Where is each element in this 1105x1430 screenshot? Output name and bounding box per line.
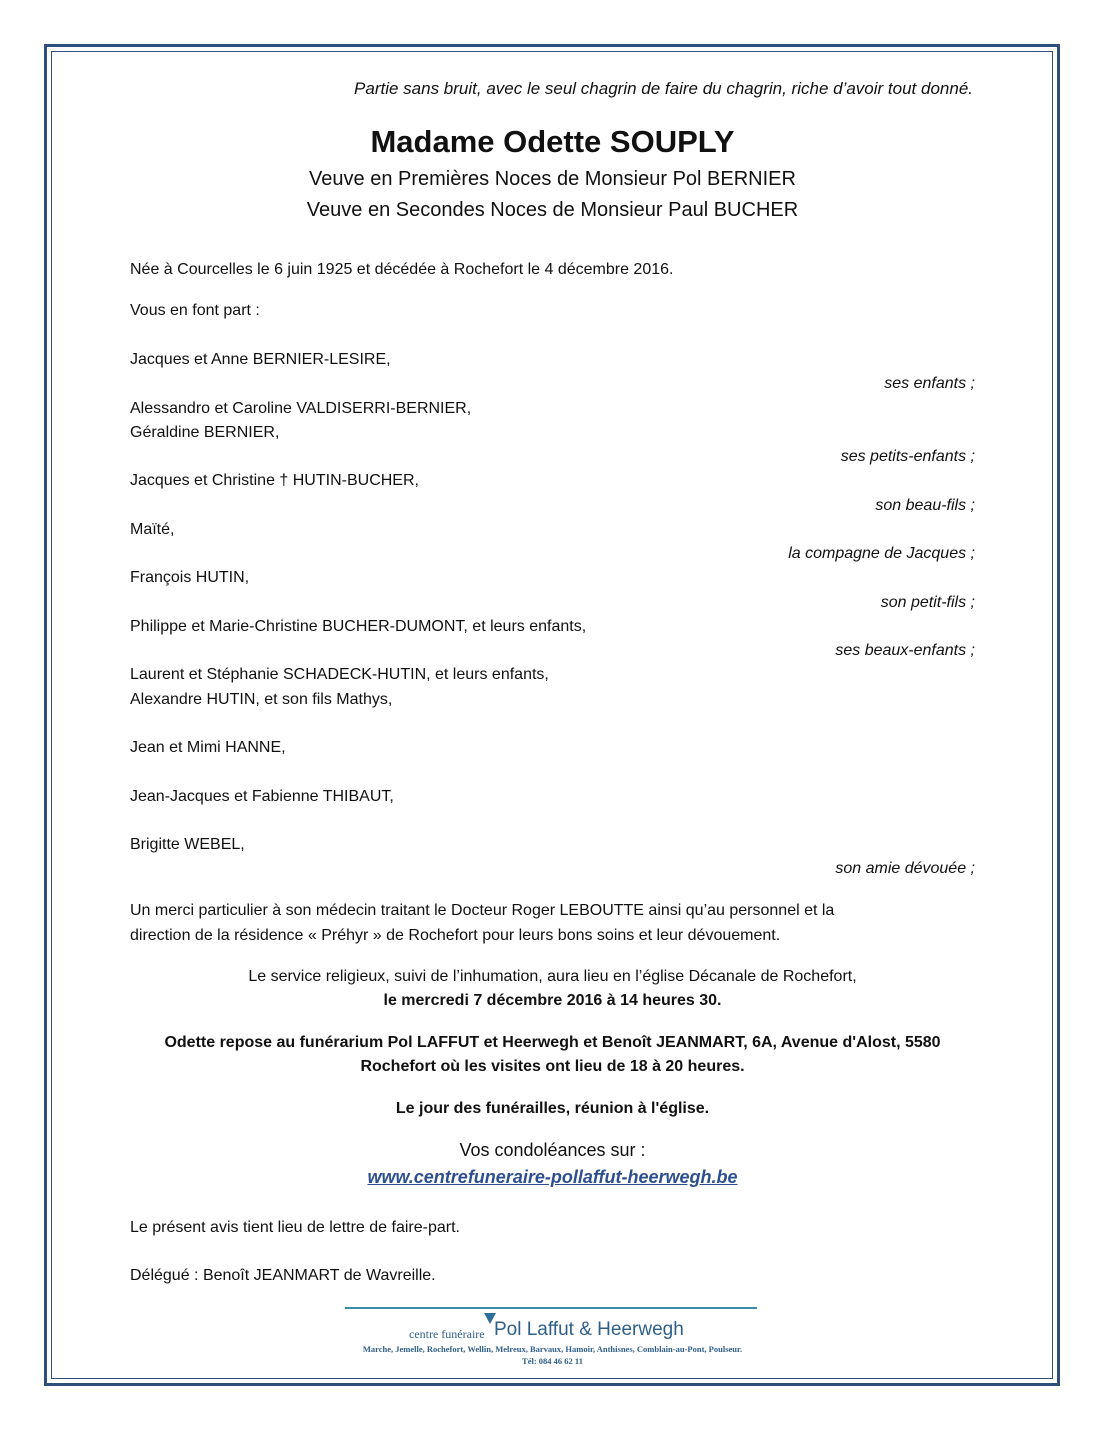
- family-line: Jean-Jacques et Fabienne THIBAUT,: [130, 788, 394, 805]
- logo-subtitle: centre funéraire: [409, 1327, 485, 1341]
- notice-line: Le présent avis tient lieu de lettre de faire-part.: [130, 1219, 460, 1236]
- family-line: Jacques et Anne BERNIER-LESIRE,: [130, 351, 391, 368]
- family-line: Laurent et Stéphanie SCHADECK-HUTIN, et leurs enfants,: [130, 666, 549, 683]
- funeral-day-line: Le jour des funérailles, réunion à l'église.: [395, 1100, 710, 1117]
- service-line: Le service religieux, suivi de l’inhumation, aura lieu en l’église Décanale de Rochefort,: [248, 968, 857, 985]
- funerarium-line: Rochefort où les visites ont lieu de 18 à 20 heures.: [360, 1058, 745, 1075]
- thanks-line: direction de la résidence « Préhyr » de Rochefort pour leurs bons soins et leur dévouement.: [130, 927, 781, 944]
- logo-telephone: Tél: 084 46 62 11: [522, 1356, 583, 1366]
- family-line: Maïté,: [130, 521, 175, 538]
- family-role: ses petits-enfants ;: [840, 448, 975, 465]
- logo-rule: [345, 1307, 757, 1309]
- epigraph: Partie sans bruit, avec le seul chagrin de faire du chagrin, riche d’avoir tout donné.: [354, 79, 973, 98]
- logo-towns: Marche, Jemelle, Rochefort, Wellin, Melreux, Barvaux, Hamoir, Anthisnes, Comblain-au-Pont, Poulseur.: [362, 1344, 743, 1354]
- widow-second-marriage: Veuve en Secondes Noces de Monsieur Paul BUCHER: [306, 199, 799, 221]
- family-line: Alessandro et Caroline VALDISERRI-BERNIER,: [130, 400, 472, 417]
- family-role: la compagne de Jacques ;: [788, 545, 975, 562]
- family-line: Géraldine BERNIER,: [130, 424, 280, 441]
- condolences-website-link[interactable]: www.centrefuneraire-pollaffut-heerwegh.be: [367, 1167, 738, 1187]
- family-line: Alexandre HUTIN, et son fils Mathys,: [130, 691, 393, 708]
- service-date: le mercredi 7 décembre 2016 à 14 heures 30.: [383, 992, 722, 1009]
- family-line: Brigitte WEBEL,: [130, 836, 245, 853]
- family-role: ses beaux-enfants ;: [835, 642, 975, 659]
- family-role: son beau-fils ;: [875, 497, 975, 514]
- delegate-line: Délégué : Benoît JEANMART de Wavreille.: [130, 1267, 436, 1284]
- family-role: son petit-fils ;: [880, 594, 975, 611]
- family-line: Jacques et Christine † HUTIN-BUCHER,: [130, 472, 419, 489]
- funerarium-line: Odette repose au funérarium Pol LAFFUT et Heerwegh et Benoît JEANMART, 6A, Avenue d'Alost, 5580: [164, 1034, 941, 1051]
- family-line: Philippe et Marie-Christine BUCHER-DUMONT, et leurs enfants,: [130, 618, 587, 635]
- thanks-line: Un merci particulier à son médecin traitant le Docteur Roger LEBOUTTE ainsi qu’au personnel et la: [130, 902, 835, 919]
- condolences-label: Vos condoléances sur :: [459, 1140, 646, 1160]
- logo-wordmark: Pol Laffut & Heerwegh: [494, 1319, 684, 1340]
- family-role: son amie dévouée ;: [835, 860, 975, 877]
- family-line: Jean et Mimi HANNE,: [130, 739, 286, 756]
- family-role: ses enfants ;: [884, 375, 975, 392]
- announce-intro: Vous en font part :: [130, 302, 260, 319]
- birth-death-line: Née à Courcelles le 6 juin 1925 et décédée à Rochefort le 4 décembre 2016.: [130, 261, 674, 278]
- family-line: François HUTIN,: [130, 569, 250, 586]
- deceased-name: Madame Odette SOUPLY: [370, 124, 735, 159]
- widow-first-marriage: Veuve en Premières Noces de Monsieur Pol BERNIER: [309, 168, 796, 190]
